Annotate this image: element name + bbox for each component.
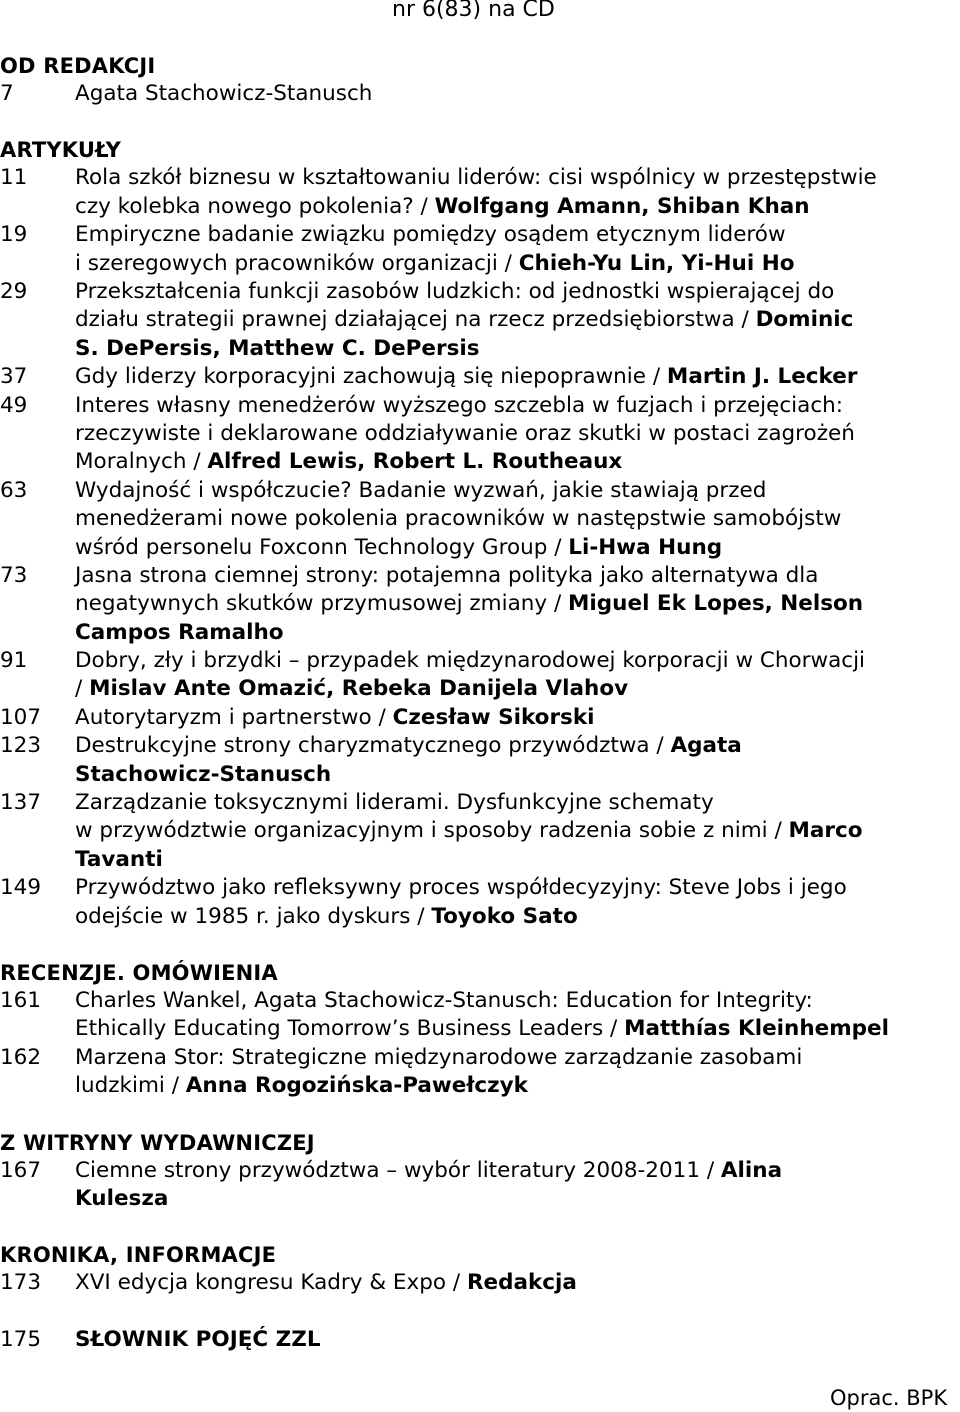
entry-line [75,789,960,817]
section-spacer [0,931,960,959]
toc-entry [0,1157,960,1214]
toc-entry [0,874,960,931]
entry-text [75,647,960,704]
title-text: rzeczywiste i deklarowane oddziaływanie oraz skutki w postaci zagrożeń [75,420,855,446]
page-number: 91 [0,648,28,674]
title-text: wśród personelu Foxconn Technology Group / [75,534,569,560]
toc-entry [0,363,960,391]
title-text: Empiryczne badanie związku pomiędzy osądem etycznym liderów [75,222,786,248]
author-text: Mislav Ante Omazić, Rebeka Danijela Vlahov [89,676,629,702]
title-text: Moralnych / [75,449,208,475]
section-heading: OD REDAKCJI [0,54,156,78]
entry-text [75,732,960,789]
author-text: Wolfgang Amann, Shiban Khan [434,193,810,219]
title-text: Agata Stachowicz-Stanusch [75,81,373,106]
entry-line [75,1044,960,1072]
author-text: Li-Hwa Hung [568,534,723,560]
entry-text [75,789,960,874]
entry-line [75,505,960,533]
entry-text [75,164,960,221]
toc-section [0,1326,960,1354]
entry-line [75,164,960,192]
title-text: i szeregowych pracowników organizacji / [75,250,519,276]
title-text: Przekształcenia funkcji zasobów ludzkich: od jednostki wspierającej do [75,278,835,304]
entry-text [75,477,960,562]
title-text: Jasna strona ciemnej strony: potajemna polityka jako alternatywa dla [75,562,819,588]
toc-entry [0,477,960,562]
entry-text [75,363,960,391]
title-text: XVI edycja kongresu Kadry & Expo / [75,1270,467,1296]
page-number: 107 [0,704,42,730]
section-heading: KRONIKA, INFORMACJE [0,1243,277,1268]
title-text: negatywnych skutków przymusowej zmiany / [75,591,569,617]
author-text: Dominic [755,307,854,333]
author-text: SŁOWNIK POJĘĆ ZZL [75,1326,321,1352]
title-text: Przywództwo jako refleksywny proces współdecyzyjny: Steve Jobs i jego [75,875,847,901]
author-text: Matthías Kleinhempel [624,1016,889,1042]
entry-line [75,817,960,845]
title-text: Autorytaryzm i partnerstwo / [75,704,393,730]
entry-line [75,221,960,249]
author-text: Kulesza [75,1185,169,1211]
title-text: menedżerami nowe pokolenia pracowników w następstwie samobójstw [75,506,842,532]
entry-line [75,1157,960,1185]
page-number: 175 [0,1326,42,1352]
entry-text [75,392,960,477]
entry-text [75,562,960,647]
entry-line [75,80,960,108]
toc-entry [0,1044,960,1101]
page-number: 137 [0,790,42,816]
page-number: 29 [0,278,28,304]
title-text: / [75,676,90,702]
page-number: 123 [0,733,42,759]
author-text: Stachowicz-Stanusch [75,761,332,787]
page-number: 19 [0,222,28,248]
author-text: Toyoko Sato [431,903,578,929]
entry-line [75,704,960,732]
author-text: Agata [670,733,742,759]
section-spacer [0,108,960,136]
entry-line [75,647,960,675]
title-text: działu strategii prawnej działającej na rzecz przedsiębiorstwa / [75,307,756,333]
author-text: Martin J. Lecker [666,364,858,390]
entry-text [75,80,960,108]
author-text: Chieh-Yu Lin, Yi-Hui Ho [518,250,795,276]
entry-text [75,874,960,931]
toc-entry [0,392,960,477]
title-text: Charles Wankel, Agata Stachowicz-Stanusch: Education for Integrity: [75,987,813,1013]
title-text: Ciemne strony przywództwa – wybór literatury 2008-2011 / [75,1157,721,1183]
entry-line [75,590,960,618]
page-number: 11 [0,165,28,191]
toc-entry [0,80,960,108]
toc-section [0,959,960,1101]
entry-line [75,675,960,703]
entry-text [75,704,960,732]
section-heading: ARTYKUŁY [0,138,121,163]
page-number: 49 [0,392,28,418]
toc-entry [0,732,960,789]
author-text: Tavanti [75,846,163,872]
toc-entry [0,647,960,704]
toc-entry [0,164,960,221]
entry-text [75,987,960,1044]
toc-section [0,52,960,108]
entry-line [75,1326,960,1354]
title-text: Zarządzanie toksycznymi liderami. Dysfunkcyjne schematy [75,790,714,816]
author-text: Redakcja [466,1270,577,1296]
entry-line [75,420,960,448]
author-text: Alfred Lewis, Robert L. Routheaux [207,449,623,475]
page-number: 63 [0,477,28,503]
title-text: Destrukcyjne strony charyzmatycznego przywództwa / [75,733,671,759]
author-text: Marco [788,818,863,844]
toc-entry [0,987,960,1044]
entry-text [75,1326,960,1354]
title-text: Gdy liderzy korporacyjni zachowują się niepoprawnie / [75,364,667,390]
page-number: 7 [0,81,14,106]
title-text: odejście w 1985 r. jako dyskurs / [75,903,432,929]
title-text: czy kolebka nowego pokolenia? / [75,193,435,219]
page-number: 162 [0,1044,42,1070]
entry-text [75,1044,960,1101]
entry-line [75,846,960,874]
toc-entry [0,704,960,732]
entry-text [75,278,960,363]
toc-section [0,136,960,931]
page-number: 149 [0,875,42,901]
title-text: ludzkimi / [75,1073,186,1099]
title-text: Dobry, zły i brzydki – przypadek międzynarodowej korporacji w Chorwacji [75,648,866,674]
entry-line [75,534,960,562]
author-text: Campos Ramalho [75,619,284,645]
toc-section [0,1241,960,1297]
entry-line [75,250,960,278]
title-text: Ethically Educating Tomorrow’s Business Leaders / [75,1016,625,1042]
page-number: 161 [0,987,42,1013]
entry-line [75,448,960,476]
entry-line [75,392,960,420]
entry-line [75,987,960,1015]
section-heading: Z WITRYNY WYDAWNICZEJ [0,1130,315,1155]
issue-label: nr 6(83) na CD [392,0,555,22]
title-text: w przywództwie organizacyjnym i sposoby radzenia sobie z nimi / [75,818,789,844]
entry-line [75,477,960,505]
toc-entry [0,221,960,278]
section-heading: RECENZJE. OMÓWIENIA [0,960,278,985]
entry-line [75,562,960,590]
toc-entry [0,1326,960,1354]
entry-line [75,1185,960,1213]
author-text: Alina [720,1157,783,1183]
title-text: Rola szkół biznesu w kształtowaniu liderów: cisi wspólnicy w przestępstwie [75,165,877,191]
title-text: Wydajność i współczucie? Badanie wyzwań, jakie stawiają przed [75,477,767,503]
entry-line [75,1072,960,1100]
entry-line [75,874,960,902]
entry-text [75,221,960,278]
title-text: Marzena Stor: Strategiczne międzynarodowe zarządzanie zasobami [75,1044,803,1070]
toc-entry [0,562,960,647]
author-text: Anna Rogozińska-Pawełczyk [185,1073,528,1099]
entry-line [75,306,960,334]
entry-line [75,1269,960,1297]
page-number: 37 [0,364,28,390]
page-number: 173 [0,1270,42,1296]
toc-entry [0,278,960,363]
entry-line [75,193,960,221]
entry-line [75,1015,960,1043]
toc-entry [0,789,960,874]
section-spacer [0,1101,960,1129]
entry-text [75,1269,960,1297]
page-number: 73 [0,562,28,588]
section-spacer [0,1298,960,1326]
title-text: Interes własny menedżerów wyższego szczebla w fuzjach i przejęciach: [75,392,844,418]
entry-line [75,903,960,931]
footer-credit: Oprac. BPK [830,1386,948,1410]
table-of-contents [0,52,960,1354]
entry-line [75,761,960,789]
author-text: S. DePersis, Matthew C. DePersis [75,335,480,361]
toc-entry [0,1269,960,1297]
entry-line [75,278,960,306]
author-text: Czesław Sikorski [392,704,595,730]
entry-line [75,619,960,647]
entry-line [75,732,960,760]
author-text: Miguel Ek Lopes, Nelson [568,591,864,617]
toc-section [0,1129,960,1214]
section-spacer [0,1213,960,1241]
entry-text [75,1157,960,1214]
entry-line [75,363,960,391]
page-number: 167 [0,1157,42,1183]
entry-line [75,335,960,363]
